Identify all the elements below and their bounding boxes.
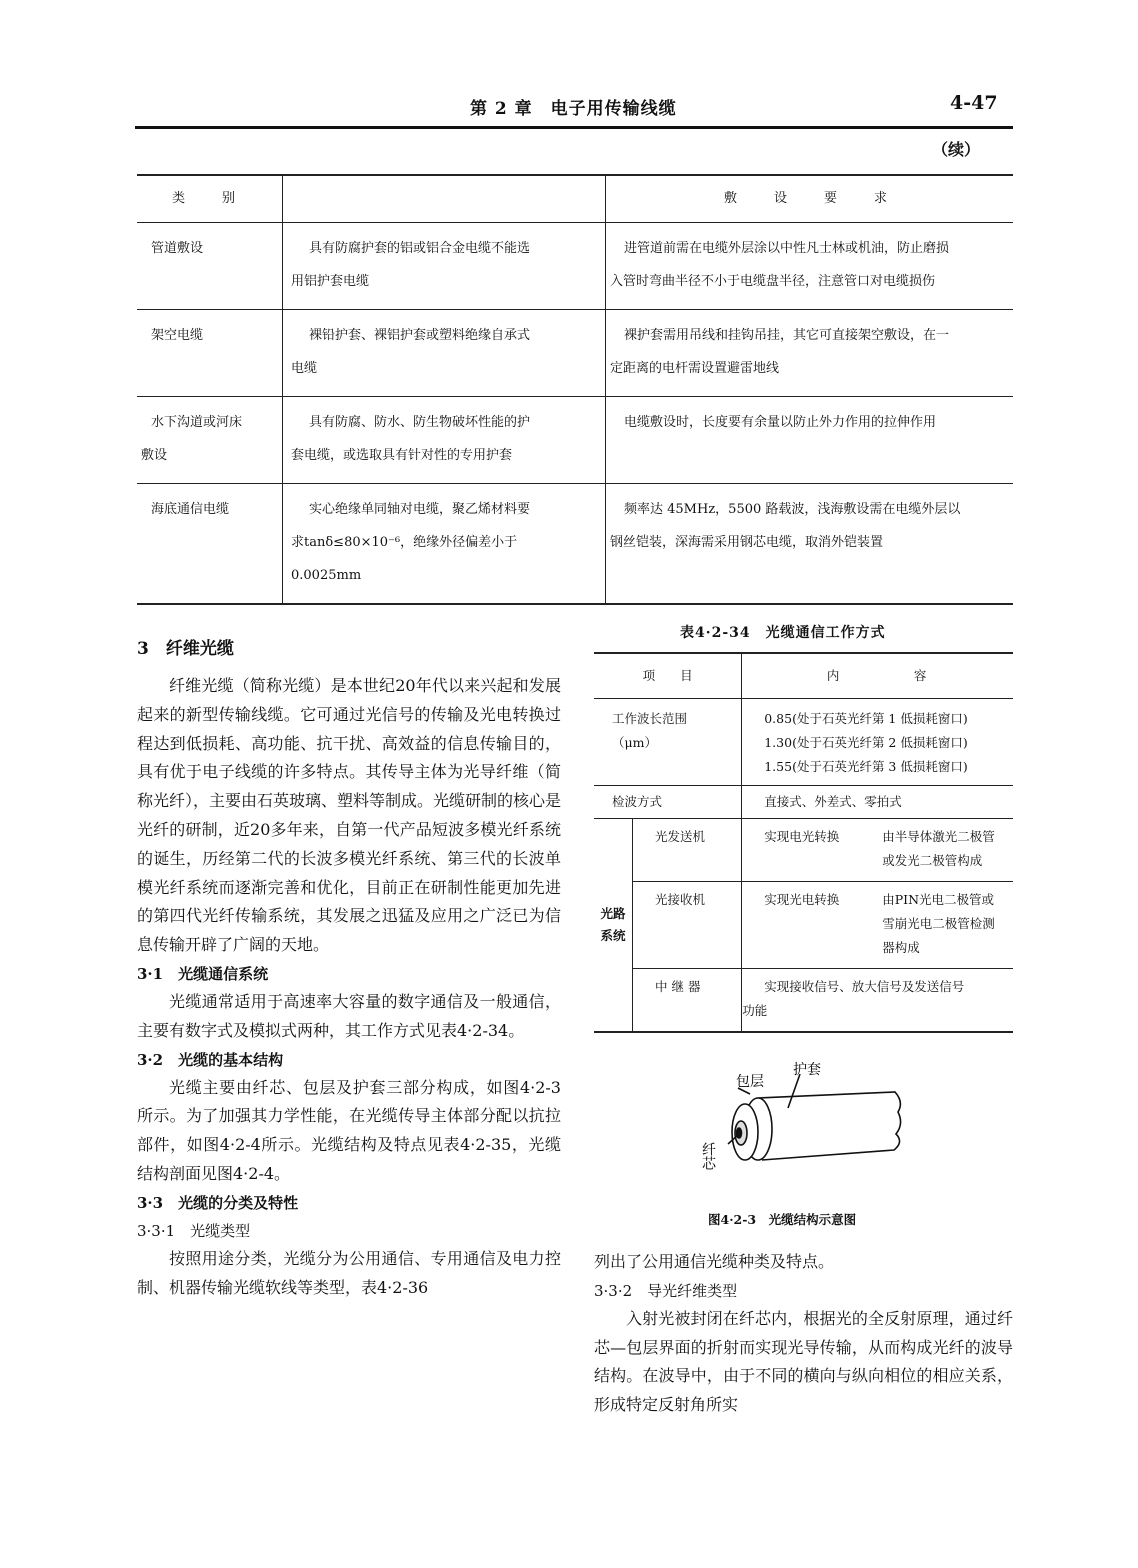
- desc-line: 电缆: [291, 361, 318, 376]
- label-jacket: 护套: [793, 1062, 821, 1078]
- intro-paragraph: 纤维光缆（简称光缆）是本世纪20年代以来兴起和发展起来的新型传输线缆。它可通过光信号的传输及光电转换过程达到低损耗、高功能、抗干扰、高效益的信息传输目的，具有优于电子线缆的许多特点。其传导主体为光导纤维（简称光纤），主要由石英玻璃、塑料等制成。光缆研制的核心是光纤的研制，近20多年来，自第一代产品短波多模光纤系统的诞生，历经第二代的长波多模光纤系统、第三代的长波单模光纤系统而逐渐完善和优化，目前正在研制性能更加先进的第四代光纤传输系统，其发展之迅猛及应用之广泛已为信息传输开辟了广阔的天地。: [137, 676, 562, 955]
- category-line: 敷设: [141, 448, 168, 463]
- desc-line: 用铝护套电缆: [291, 274, 370, 289]
- desc-line: 套电缆，或选取具有针对性的专用护套: [291, 448, 513, 463]
- header-category: 类 别: [137, 175, 283, 223]
- label-line: 工作波长范围: [612, 711, 688, 726]
- req-line: 钢丝铠装，深海需采用钢芯电缆，取消外铠装置: [610, 535, 884, 550]
- detail-line: 器构成: [882, 940, 920, 955]
- row-category: 海底通信电缆: [137, 484, 283, 605]
- subsection-title: 3·2 光缆的基本结构: [137, 1050, 284, 1069]
- row-req: [606, 310, 1014, 397]
- paragraph: 光缆通常适用于高速率大容量的数字通信及一般通信，主要有数字式及模拟式两种，其工作方式见表4·2-34。: [137, 991, 561, 1040]
- row-req: [606, 223, 1014, 310]
- detect-label: 检波方式: [594, 786, 742, 819]
- row-category: 架空电缆: [137, 310, 283, 397]
- subsubsection-title: 3·3·2 导光纤维类型: [594, 1281, 738, 1300]
- system-func: [742, 969, 1013, 1033]
- label-core: 纤芯: [700, 1142, 716, 1170]
- row-desc: [283, 223, 606, 310]
- figure-caption: 图4·2-3 光缆结构示意图: [708, 1212, 857, 1227]
- system-name: 中 继 器: [633, 969, 742, 1033]
- table-row: [594, 786, 1013, 819]
- system-label: 光路系统: [594, 819, 633, 1033]
- chapter-title: 第 2 章 电子用传输线缆: [470, 99, 677, 119]
- req-line: 进管道前需在电缆外层涂以中性凡士林或机油，防止磨损: [624, 241, 950, 256]
- detail-line: 由PIN光电二极管或: [882, 892, 995, 907]
- row-category: 管道敷设: [137, 223, 283, 310]
- header-rule: [135, 126, 1013, 129]
- paragraph-continued: 列出了公用通信光缆种类及特点。: [594, 1252, 835, 1271]
- row-desc: [283, 397, 606, 484]
- table-header-row: [137, 175, 1013, 223]
- table-row: [594, 969, 1013, 1033]
- table-row: [594, 819, 1013, 882]
- subsection-title: 3·1 光缆通信系统: [137, 964, 269, 983]
- row-category: [137, 397, 283, 484]
- detail-line: 或发光二极管构成: [882, 853, 983, 868]
- laying-requirements-table: [137, 174, 1013, 605]
- header-blank: [283, 175, 606, 223]
- label-cladding: 包层: [736, 1074, 764, 1090]
- header-requirements: 敷 设 要 求: [606, 175, 1014, 223]
- paragraph: 按照用途分类，光缆分为公用通信、专用通信及电力控制、机器传输光缆软线等类型，表4·2-36: [137, 1248, 561, 1297]
- system-name: 光接收机: [633, 882, 742, 969]
- detect-value: 直接式、外差式、零拍式: [742, 786, 1013, 819]
- table-row: [137, 484, 1013, 605]
- desc-line: 求tanδ≤80×10⁻⁶，绝缘外径偏差小于: [291, 535, 518, 550]
- req-line: 频率达 45MHz，5500 路载波，浅海敷设需在电缆外层以: [624, 502, 961, 517]
- subsubsection-title: 3·3·1 光缆类型: [137, 1221, 251, 1240]
- system-name: 光发送机: [633, 819, 742, 882]
- system-func: 实现光电转换: [742, 882, 883, 969]
- header-content: 内 容: [742, 653, 1013, 699]
- system-detail: [882, 882, 1013, 969]
- desc-line: 具有防腐、防水、防生物破坏性能的护: [309, 415, 531, 430]
- paragraph: 光缆主要由纤芯、包层及护套三部分构成，如图4·2-3所示。为了加强其力学性能，在光缆传导主体部分配以抗拉部件，如图4·2-4所示。光缆结构及特点见表4·2-35，光缆结构剖面见图4·2-4。: [137, 1077, 561, 1183]
- category-line: 水下沟道或河床: [151, 415, 243, 430]
- table-row: [137, 310, 1013, 397]
- table-row: [594, 699, 1013, 786]
- value-line: 1.30(处于石英光纤第 2 低损耗窗口): [764, 735, 968, 750]
- row-req: [606, 484, 1014, 605]
- right-column: [594, 1248, 1013, 1420]
- label-line: （μm）: [612, 735, 657, 750]
- page-number: 4-47: [950, 92, 998, 114]
- wavelength-label: [594, 699, 742, 786]
- value-line: 1.55(处于石英光纤第 3 低损耗窗口): [764, 759, 968, 774]
- paragraph: 入射光被封闭在纤芯内，根据光的全反射原理，通过纤芯—包层界面的折射而实现光导传输，从而构成光纤的波导结构。在波导中，由于不同的横向与纵向相位的相应关系，形成特定反射角所实: [594, 1308, 1013, 1415]
- desc-line: 具有防腐护套的铝或铝合金电缆不能选: [309, 241, 531, 256]
- row-req: [606, 397, 1014, 484]
- left-column: [137, 636, 561, 1302]
- subsection-title: 3·3 光缆的分类及特性: [137, 1193, 299, 1212]
- table-row: [137, 397, 1013, 484]
- desc-line: 0.0025mm: [291, 568, 362, 583]
- row-desc: [283, 310, 606, 397]
- section-title: 3 纤维光缆: [137, 639, 234, 659]
- system-func: 实现电光转换: [742, 819, 883, 882]
- value-line: 0.85(处于石英光纤第 1 低损耗窗口): [764, 711, 968, 726]
- detail-line: 由半导体激光二极管: [882, 829, 995, 844]
- table-header-row: [594, 653, 1013, 699]
- system-detail: [882, 819, 1013, 882]
- req-line: 裸护套需用吊线和挂钩吊挂，其它可直接架空敷设，在一: [624, 328, 950, 343]
- func-line: 功能: [742, 1003, 768, 1018]
- func-line: 实现接收信号、放大信号及发送信号: [764, 979, 965, 994]
- wavelength-values: [742, 699, 1013, 786]
- table-row: [137, 223, 1013, 310]
- work-mode-table: [594, 652, 1013, 1033]
- fiber-structure-figure: [690, 1062, 920, 1192]
- desc-line: 实心绝缘单同轴对电缆，聚乙烯材料要: [309, 502, 531, 517]
- row-desc: [283, 484, 606, 605]
- req-line: 电缆敷设时，长度要有余量以防止外力作用的拉伸作用: [624, 415, 937, 430]
- continued-label: （续）: [932, 140, 981, 159]
- desc-line: 裸铅护套、裸铝护套或塑料绝缘自承式: [309, 328, 531, 343]
- detail-line: 雪崩光电二极管检测: [882, 916, 995, 931]
- table-caption: 表4·2-34 光缆通信工作方式: [680, 625, 886, 641]
- header-item: 项 目: [594, 653, 742, 699]
- table-row: [594, 882, 1013, 969]
- req-line: 定距离的电杆需设置避雷地线: [610, 361, 780, 376]
- req-line: 入管时弯曲半径不小于电缆盘半径，注意管口对电缆损伤: [610, 274, 936, 289]
